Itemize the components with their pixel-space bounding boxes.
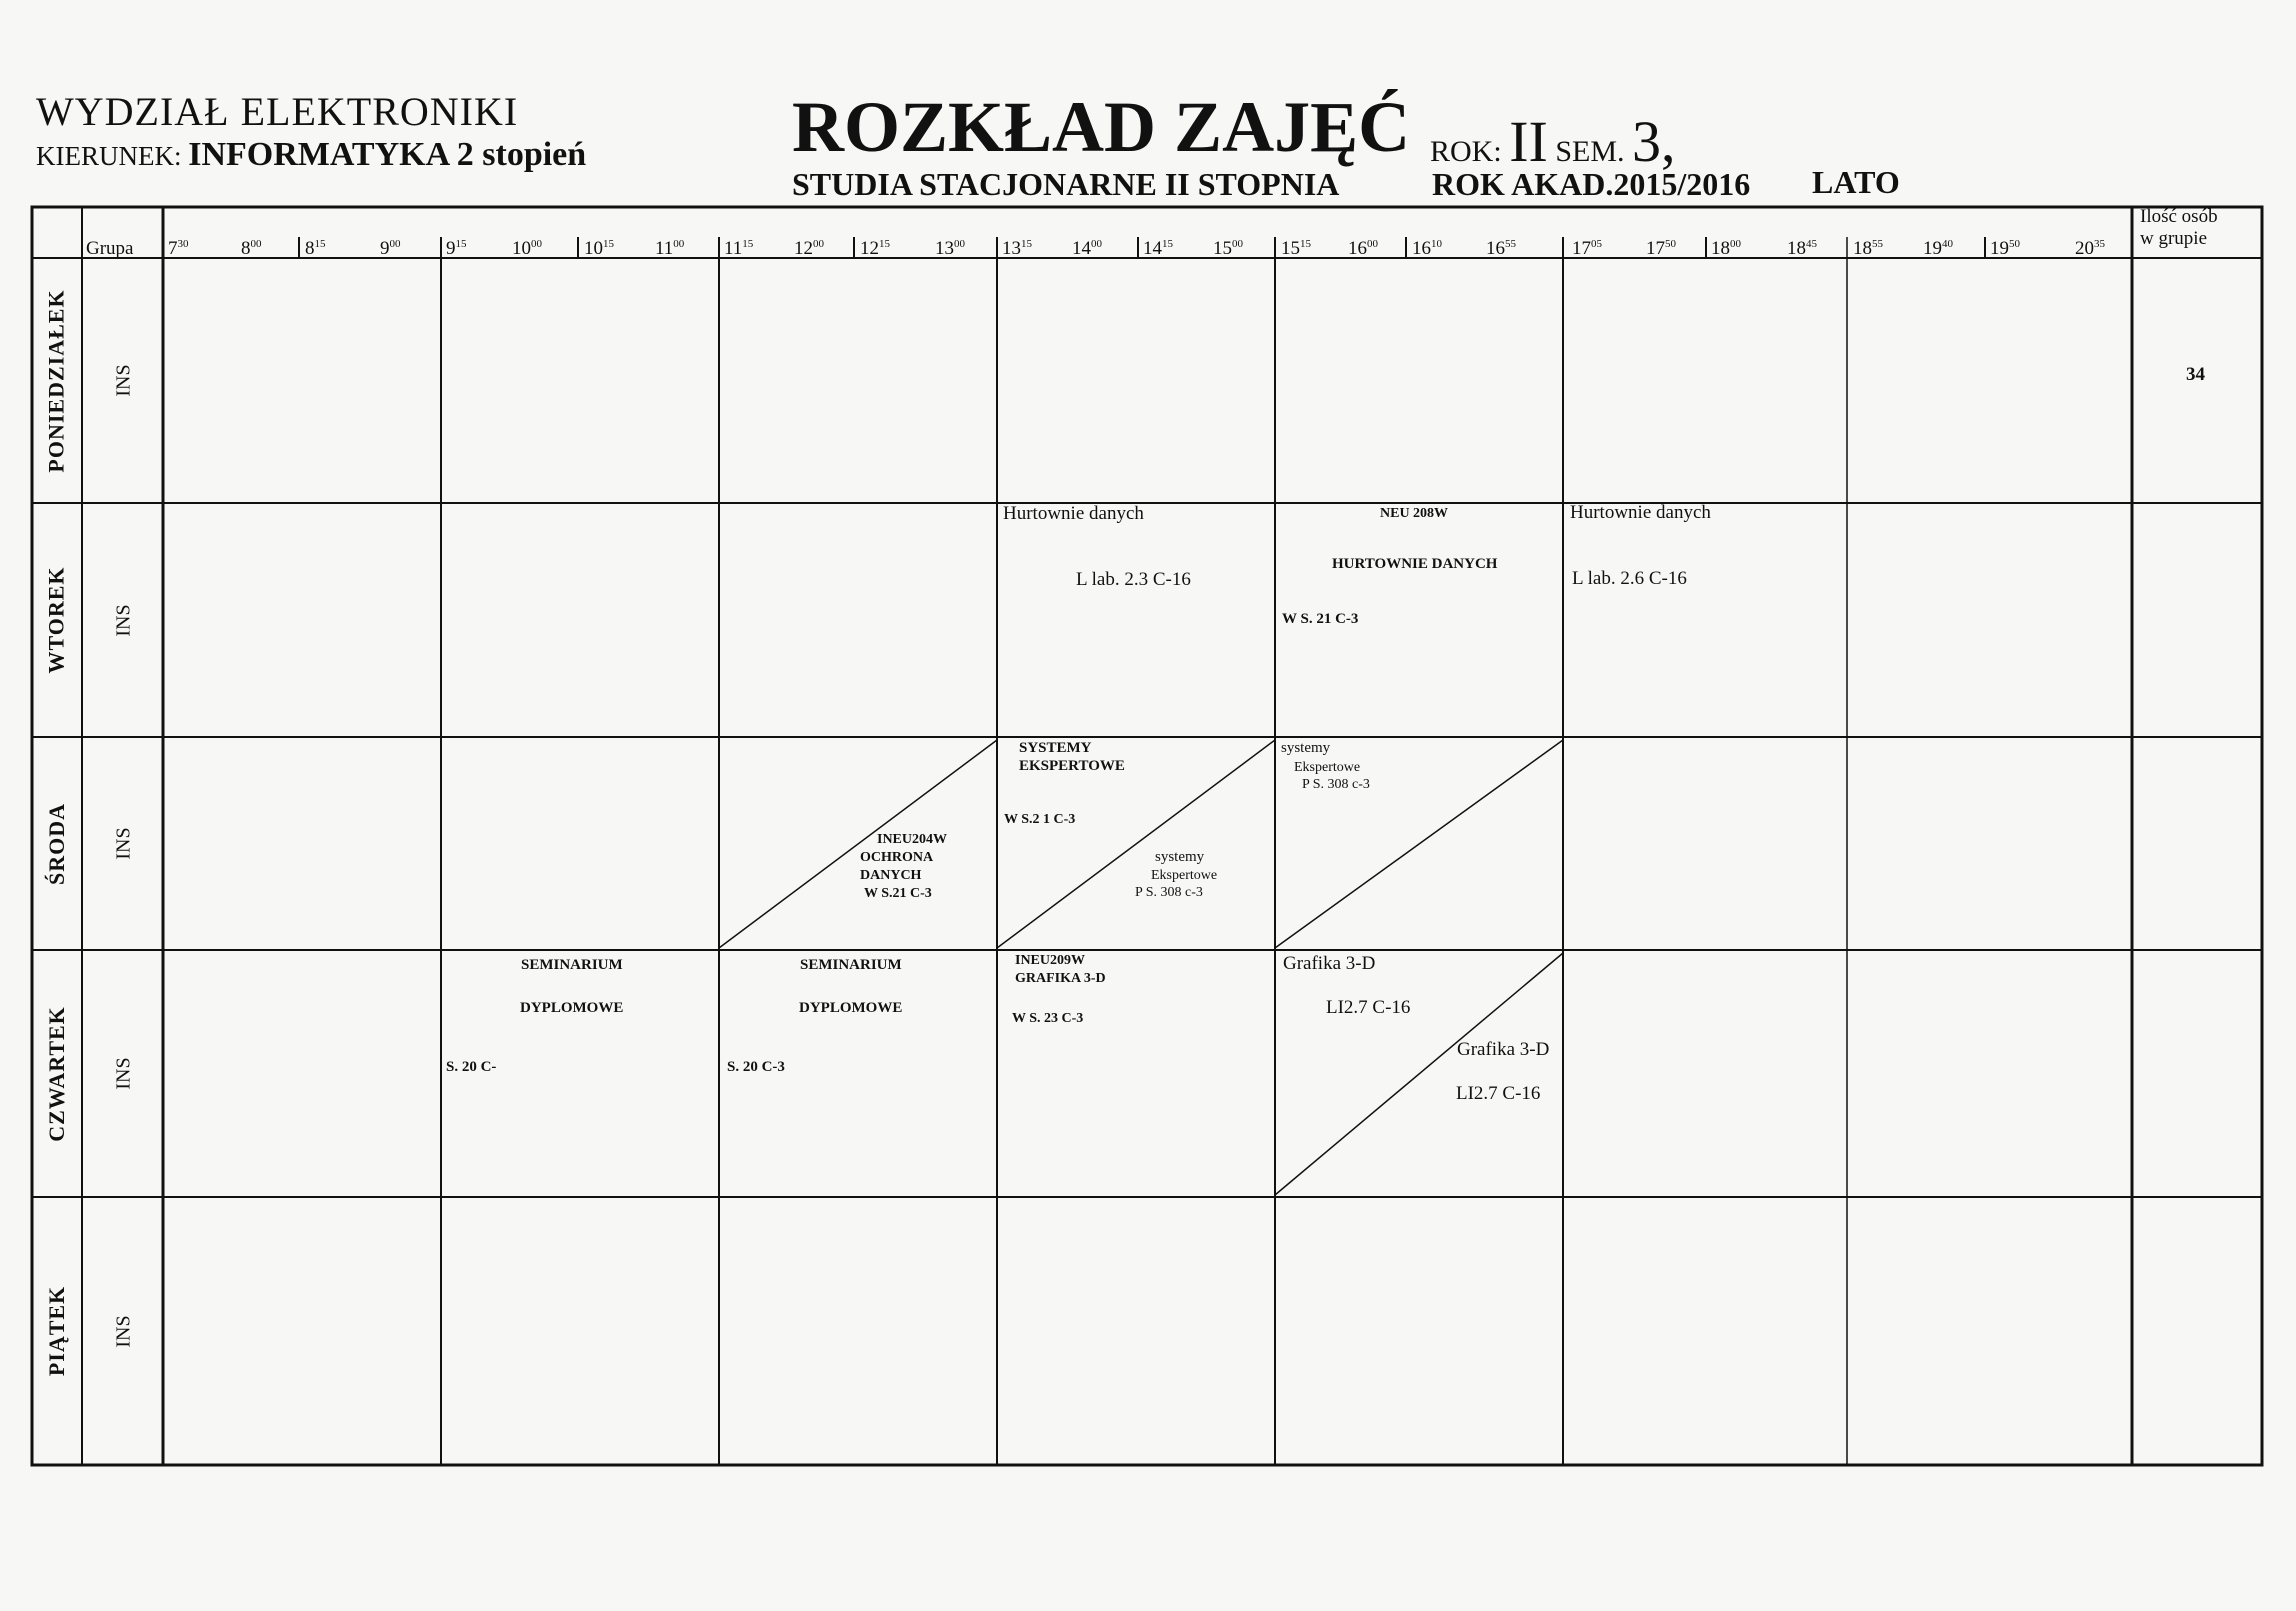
class-name: OCHRONA bbox=[860, 850, 934, 865]
time-slot: $14^{00}$ bbox=[1072, 238, 1102, 259]
sem-label: SEM. bbox=[1555, 135, 1625, 168]
class-name: SYSTEMY bbox=[1019, 740, 1092, 756]
time-slot: $18^{55}$ bbox=[1853, 238, 1883, 259]
day-label-tuesday: WTOREK bbox=[44, 566, 69, 674]
class-name: Grafika 3-D bbox=[1457, 1039, 1550, 1060]
time-slot: $8^{00}$ bbox=[241, 238, 262, 259]
time-slot: $20^{35}$ bbox=[2075, 238, 2105, 259]
class-room: W S. 21 C-3 bbox=[1282, 611, 1359, 627]
count-header bbox=[2140, 206, 2218, 250]
class-name: Hurtownie danych bbox=[1570, 502, 1711, 523]
faculty-name: WYDZIAŁ ELEKTRONIKI bbox=[36, 89, 519, 134]
group-label: INS bbox=[112, 364, 135, 397]
class-code: INEU204W bbox=[877, 832, 948, 847]
class-name: Grafika 3-D bbox=[1283, 953, 1376, 974]
class-name: EKSPERTOWE bbox=[1019, 758, 1125, 774]
time-slot: $12^{15}$ bbox=[860, 238, 890, 259]
time-slot: $8^{15}$ bbox=[305, 238, 326, 259]
time-slot: $9^{15}$ bbox=[446, 238, 467, 259]
class-room: S. 20 C-3 bbox=[727, 1059, 785, 1075]
class-name: GRAFIKA 3-D bbox=[1015, 971, 1106, 986]
group-label: INS bbox=[112, 603, 135, 637]
page-title: ROZKŁAD ZAJĘĆ bbox=[792, 87, 1411, 167]
study-mode: STUDIA STACJONARNE II STOPNIA bbox=[792, 166, 1340, 202]
class-room: P S. 308 c-3 bbox=[1302, 777, 1370, 792]
class-code: INEU209W bbox=[1015, 953, 1086, 968]
time-slot: $13^{00}$ bbox=[935, 238, 965, 259]
day-label-monday: PONIEDZIAŁEK bbox=[44, 288, 69, 473]
class-room: P S. 308 c-3 bbox=[1135, 885, 1203, 900]
time-slot: $14^{15}$ bbox=[1143, 238, 1173, 259]
time-slot: $18^{45}$ bbox=[1787, 238, 1817, 259]
class-name: DYPLOMOWE bbox=[520, 1000, 624, 1016]
season: LATO bbox=[1812, 164, 1900, 200]
class-name: systemy bbox=[1155, 849, 1205, 865]
count-header-line1: Ilość osób bbox=[2140, 206, 2218, 227]
class-room: LI2.7 C-16 bbox=[1326, 997, 1411, 1018]
direction-label: KIERUNEK: bbox=[36, 141, 182, 171]
time-slot: $11^{15}$ bbox=[724, 238, 754, 259]
day-label-friday: PIĄTEK bbox=[44, 1285, 70, 1377]
group-label: INS bbox=[112, 1314, 135, 1348]
class-room: S. 20 C- bbox=[446, 1059, 497, 1075]
academic-year: ROK AKAD.2015/2016 bbox=[1432, 166, 1751, 202]
time-slot: $16^{10}$ bbox=[1412, 238, 1442, 259]
rok-label: ROK: bbox=[1430, 135, 1502, 168]
time-slot: $13^{15}$ bbox=[1002, 238, 1032, 259]
day-label-thursday: CZWARTEK bbox=[44, 1005, 69, 1142]
class-name: SEMINARIUM bbox=[521, 957, 623, 973]
class-code: NEU 208W bbox=[1380, 506, 1449, 521]
time-slot: $9^{00}$ bbox=[380, 238, 401, 259]
class-room: L lab. 2.6 C-16 bbox=[1572, 568, 1687, 589]
day-label-wednesday: ŚRODA bbox=[44, 802, 70, 885]
time-slot: $12^{00}$ bbox=[794, 238, 824, 259]
group-count: 34 bbox=[2186, 364, 2205, 385]
time-slot: $10^{15}$ bbox=[584, 238, 614, 259]
time-slot: $19^{40}$ bbox=[1923, 238, 1953, 259]
time-slot: $15^{15}$ bbox=[1281, 238, 1311, 259]
class-name: systemy bbox=[1281, 740, 1331, 756]
class-room: W S. 23 C-3 bbox=[1012, 1011, 1084, 1026]
time-slot: $19^{50}$ bbox=[1990, 238, 2020, 259]
class-name: DANYCH bbox=[860, 868, 922, 883]
group-label: INS bbox=[112, 1057, 135, 1090]
time-slot: $16^{55}$ bbox=[1486, 238, 1516, 259]
class-name: Hurtownie danych bbox=[1003, 503, 1144, 524]
sem-value: 3, bbox=[1632, 109, 1676, 174]
time-slot: $7^{30}$ bbox=[168, 238, 189, 259]
time-slot: $17^{50}$ bbox=[1646, 238, 1676, 259]
class-name: Ekspertowe bbox=[1151, 868, 1218, 883]
class-name: SEMINARIUM bbox=[800, 957, 902, 973]
class-name: DYPLOMOWE bbox=[799, 1000, 903, 1016]
group-header: Grupa bbox=[86, 238, 134, 259]
time-slot: $10^{00}$ bbox=[512, 238, 542, 259]
class-room: L lab. 2.3 C-16 bbox=[1076, 569, 1191, 590]
group-label: INS bbox=[112, 827, 135, 860]
class-room: W S.21 C-3 bbox=[864, 886, 932, 901]
count-header-line2: w grupie bbox=[2140, 227, 2208, 249]
class-room: W S.2 1 C-3 bbox=[1004, 812, 1076, 827]
class-name: Ekspertowe bbox=[1294, 760, 1361, 775]
time-slot: $11^{00}$ bbox=[655, 238, 685, 259]
time-slot: $18^{00}$ bbox=[1711, 238, 1741, 259]
class-name: HURTOWNIE DANYCH bbox=[1332, 556, 1498, 572]
rok-value: II bbox=[1509, 109, 1548, 174]
time-slot: $16^{00}$ bbox=[1348, 238, 1378, 259]
direction-value: INFORMATYKA 2 stopień bbox=[188, 136, 587, 173]
time-slot: $15^{00}$ bbox=[1213, 238, 1243, 259]
time-slot: $17^{05}$ bbox=[1572, 238, 1602, 259]
class-room: LI2.7 C-16 bbox=[1456, 1083, 1541, 1104]
